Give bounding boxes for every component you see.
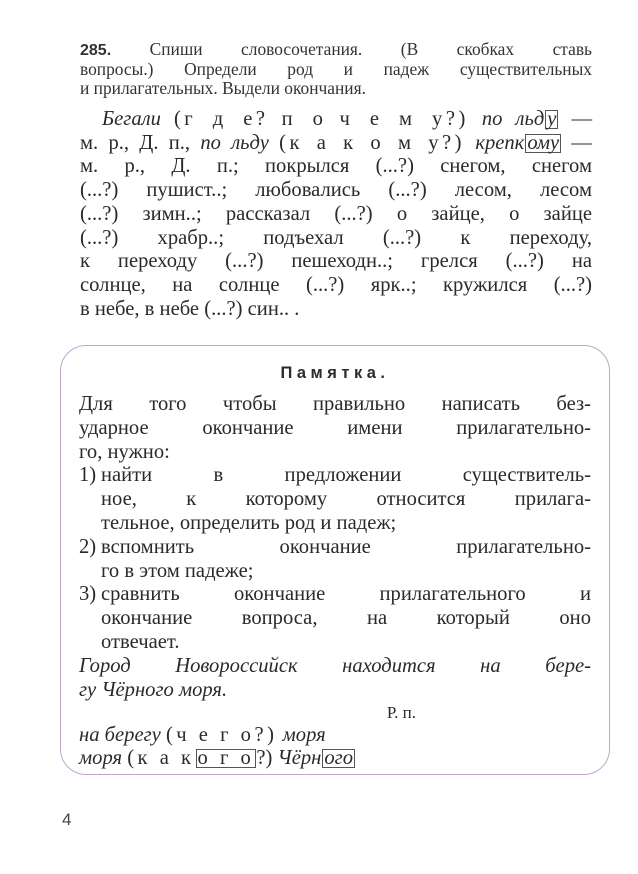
task-word: по льд у [481, 108, 557, 130]
task-text: м. р., Д. п., [80, 131, 191, 154]
task-line-6: (...?) храбр..; подъехал (...?) к переходу, [80, 226, 592, 249]
memo-step-line: ное, к которому относится прилага- [101, 488, 591, 511]
task-word: крепк ому [475, 131, 560, 154]
memo-example-analysis-2: моря (к а к о г о?) Чёрн ого [79, 747, 353, 770]
memo-step-1: 1) найти в предложении существитель- [79, 464, 591, 487]
task-line-3: м. р., Д. п.; покрылся (...?) снегом, снегом [80, 155, 592, 178]
task-line-7: к переходу (...?) пешеходн..; грелся (...?) на [80, 250, 592, 273]
task-question: п о [281, 108, 327, 130]
instruction-line-1: Спиши словосочетания. (В скобках ставь [149, 39, 592, 59]
task-question: (к а к о м у?) [279, 131, 466, 154]
memo-step-line: окончание вопроса, на который оно [101, 607, 591, 630]
memo-step-2: 2) вспомнить окончание прилагательно- [79, 535, 591, 558]
task-line-5: (...?) зимн..; рассказал (...?) о зайце, о зайце [80, 202, 592, 225]
page-number: 4 [62, 810, 72, 829]
task-question: ч е м у?) [339, 108, 469, 130]
memo-intro-line: Для того чтобы правильно написать без- [79, 393, 591, 415]
instruction-line-2: вопросы.) Определи род и падеж существительных [80, 59, 592, 79]
ending-box: о г о [197, 747, 255, 770]
task-dash: — [571, 108, 593, 130]
memo-step-3: 3) сравнить окончание прилагательного и [79, 583, 591, 606]
exercise-number: 285. [80, 42, 112, 59]
memo-step-line: отвечает. [101, 630, 180, 653]
memo-step-line: тельное, определить род и падеж; [101, 511, 397, 534]
memo-body [79, 393, 591, 770]
exercise-instruction [80, 40, 592, 98]
memo-intro-line: го, нужно: [79, 440, 170, 463]
memo-intro-line: ударное окончание имени прилагательно- [79, 416, 591, 439]
memo-step-line: го в этом падеже; [101, 559, 254, 582]
memo-title: Памятка. [280, 364, 390, 382]
ending-box: у [547, 108, 557, 130]
task-line-9: в небе, в небе (...?) син.. . [80, 297, 300, 320]
case-label: Р. п. [386, 703, 416, 723]
exercise-285 [80, 40, 592, 321]
task-word: по льду [200, 131, 269, 154]
memo-example-line: Город Новороссийск находится на бере- [79, 654, 591, 677]
task-line-4: (...?) пушист..; любовались (...?) лесом, лесом [80, 179, 592, 202]
memo-example-line: гу Чёрного моря. [79, 678, 228, 701]
task-question: (г д е? [173, 108, 269, 130]
ending-box: ому [527, 131, 560, 154]
memo-box [60, 345, 610, 775]
exercise-text [80, 108, 592, 321]
task-line-1 [80, 108, 592, 132]
task-dash: — [571, 131, 592, 154]
memo-example-analysis-1: на берегу (ч е г о?) моря [79, 724, 326, 747]
task-line-8: солнце, на солнце (...?) ярк..; кружился (...?) [80, 273, 592, 296]
instruction-line-3: и прилагательных. Выдели окончания. [80, 78, 366, 98]
task-line-2 [80, 132, 592, 156]
ending-box: ого [324, 747, 353, 770]
task-word: Бегали [102, 108, 161, 130]
